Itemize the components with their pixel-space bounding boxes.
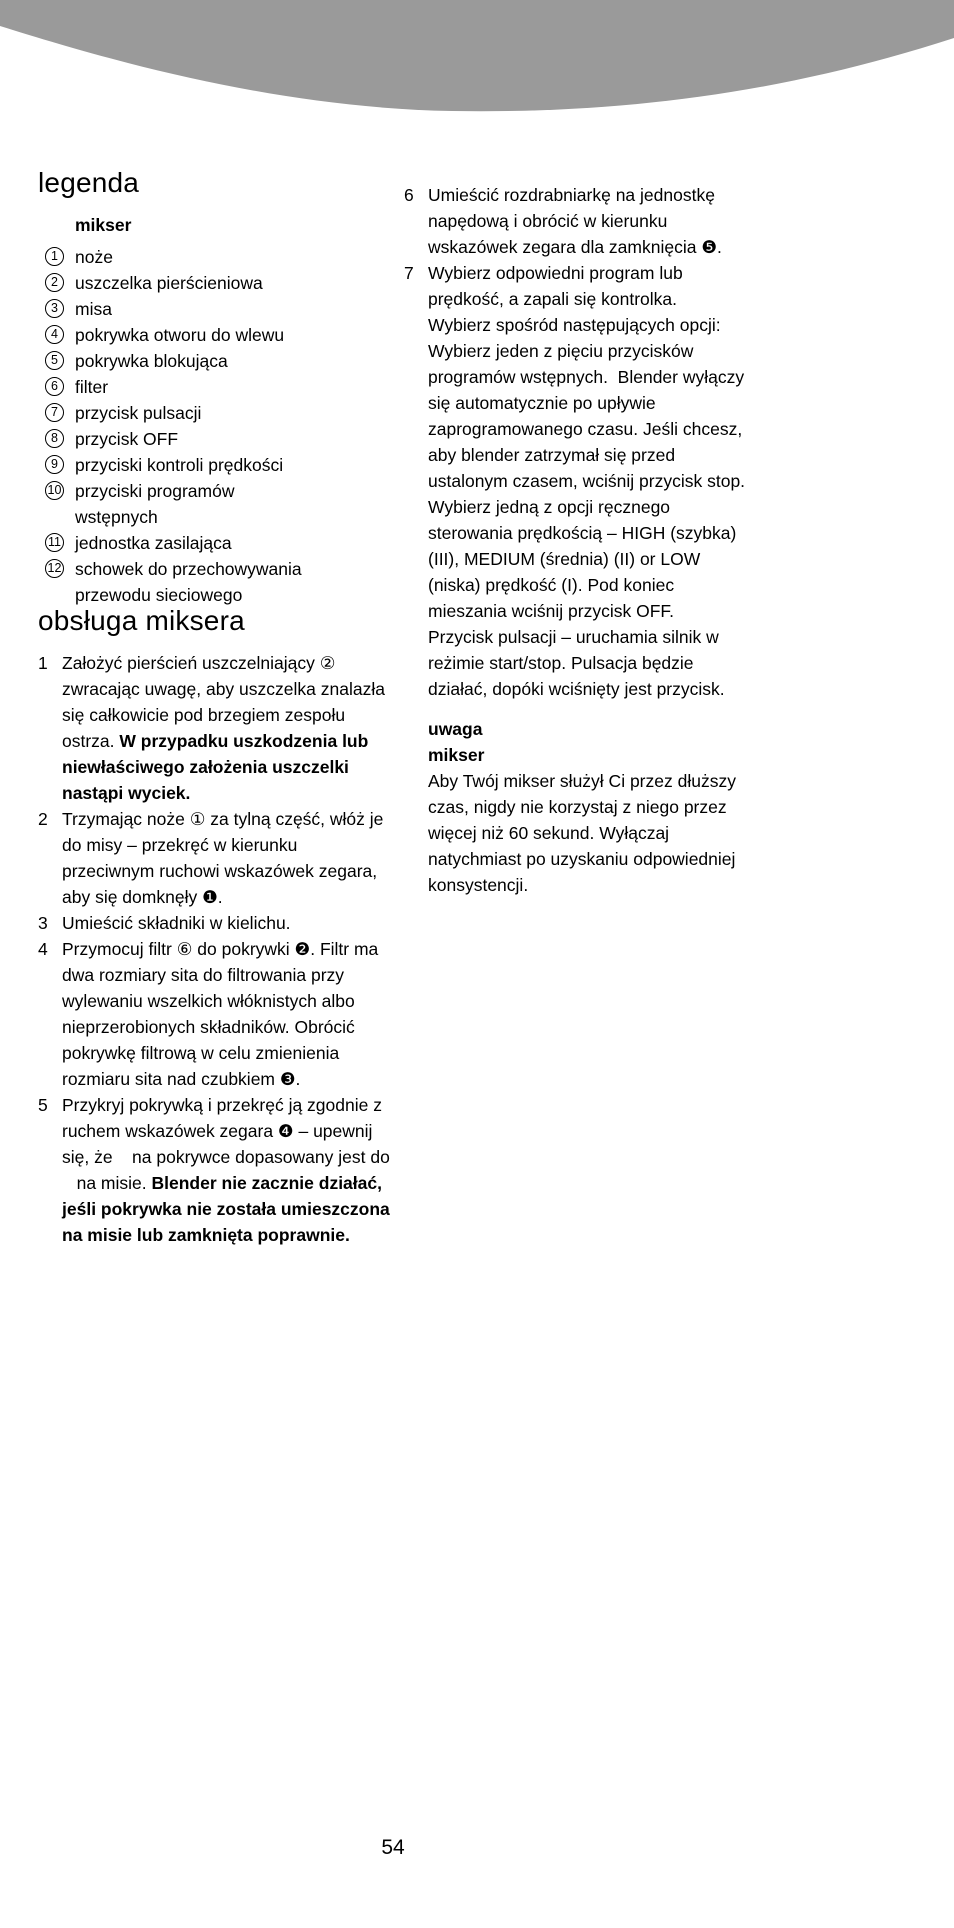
legend-item-number: 9 <box>45 455 64 474</box>
legend-item-label: noże <box>75 247 113 267</box>
step-item <box>404 182 748 260</box>
usage-title: obsługa miksera <box>38 605 245 636</box>
legend-item-number: 8 <box>45 429 64 448</box>
step-item <box>38 910 390 936</box>
step-item <box>38 936 390 1092</box>
step-item <box>38 1092 390 1248</box>
step-item <box>404 260 748 702</box>
legend-item <box>45 478 390 530</box>
legend-item <box>45 452 390 478</box>
legend-item-number: 10 <box>45 481 64 500</box>
legend-subtitle: mikser <box>75 215 132 235</box>
step-number: 7 <box>404 263 414 283</box>
step-paragraph: Wybierz odpowiedni program lub prędkość, a zapali się kontrolka. <box>428 263 683 309</box>
legend-item-label: schowek do przechowywania przewodu sieciowego <box>75 559 302 605</box>
step-paragraph: Wybierz jeden z pięciu przycisków programów wstępnych. Blender wyłączy się automatycznie po upływie zaprogramowanego czasu. Jeśli chcesz, aby blender zatrzymał się przed ustalonym czasem, wciśnij przycisk stop. <box>428 341 746 491</box>
legend-item <box>45 322 390 348</box>
legend-item-number: 1 <box>45 247 64 266</box>
step-number: 6 <box>404 185 414 205</box>
legend-item <box>45 374 390 400</box>
step-number: 4 <box>38 939 48 959</box>
legend-item-label: przyciski programów wstępnych <box>75 481 235 527</box>
legend-item-number: 3 <box>45 299 64 318</box>
usage-steps-left <box>38 650 390 1248</box>
legend-item <box>45 244 390 270</box>
step-text-normal: Założyć pierścień uszczelniający ② zwracając uwagę, aby uszczelka znalazła się całkowicie pod brzegiem zespołu ostrza. <box>62 653 385 751</box>
header-wave-shape <box>0 0 954 111</box>
legend-item <box>45 556 390 608</box>
note-heading-mikser: mikser <box>428 745 485 765</box>
step-item <box>38 806 390 910</box>
legend-item <box>45 348 390 374</box>
step-text <box>62 650 390 806</box>
legend-item <box>45 270 390 296</box>
step-text <box>428 260 748 702</box>
legend-item-label: przyciski kontroli prędkości <box>75 455 284 475</box>
usage-note <box>428 716 748 898</box>
legend-item-number: 4 <box>45 325 64 344</box>
note-heading-uwaga: uwaga <box>428 719 483 739</box>
legend-title: legenda <box>38 167 140 198</box>
step-text-bold: W przypadku uszkodzenia lub niewłaściwego założenia uszczelki nastąpi wyciek. <box>62 731 369 803</box>
legend-item-number: 2 <box>45 273 64 292</box>
legend-item-number: 12 <box>45 559 64 578</box>
header-wave <box>0 0 954 130</box>
column-left <box>38 167 390 1248</box>
step-text-normal: Przykryj pokrywką i przekręć ją zgodnie z ruchem wskazówek zegara ❹ – upewnij się, że na pokrywce dopasowany jest do na misie. <box>62 1095 390 1193</box>
step-number: 1 <box>38 653 48 673</box>
legend-item-label: przycisk OFF <box>75 429 179 449</box>
note-text: Aby Twój mikser służył Ci przez dłuższy czas, nigdy nie korzystaj z niego przez więcej niż 60 sekund. Wyłączaj natychmiast po uzyskaniu odpowiedniej konsystencji. <box>428 771 736 895</box>
legend-item <box>45 296 390 322</box>
legend-item-label: jednostka zasilająca <box>75 533 232 553</box>
legend-item <box>45 530 390 556</box>
legend-item-label: pokrywka blokująca <box>75 351 228 371</box>
step-paragraph: Wybierz jedną z opcji ręcznego sterowania prędkością – HIGH (szybka) (III), MEDIUM (średnia) (II) or LOW (niska) prędkość (I). Pod koniec mieszania wciśnij przycisk OFF. <box>428 497 737 621</box>
legend-item <box>45 400 390 426</box>
page-number: 54 <box>381 1836 405 1859</box>
step-text: Przymocuj filtr ⑥ do pokrywki ❷. Filtr ma dwa rozmiary sita do filtrowania przy wylewaniu wszelkich włóknistych albo nieprzerobionych składników. Obrócić pokrywkę filtrową w celu zmienienia rozmiaru sita nad czubkiem ❸. <box>62 939 379 1089</box>
legend-item-label: misa <box>75 299 112 319</box>
step-text-bold: Blender nie zacznie działać, jeśli pokrywka nie została umieszczona na misie lub zamknięta poprawnie. <box>62 1173 390 1245</box>
legend-item-label: uszczelka pierścieniowa <box>75 273 263 293</box>
usage-steps-right <box>404 182 748 702</box>
step-number: 2 <box>38 809 48 829</box>
step-text: Trzymając noże ① za tylną część, włóż je do misy – przekręć w kierunku przeciwnym ruchowi wskazówek zegara, aby się domknęły ❶. <box>62 809 384 907</box>
legend-item-number: 7 <box>45 403 64 422</box>
legend-item-number: 5 <box>45 351 64 370</box>
legend-list <box>38 244 390 608</box>
step-number: 5 <box>38 1095 48 1115</box>
step-paragraph: Wybierz spośród następujących opcji: <box>428 315 721 335</box>
legend-item-number: 6 <box>45 377 64 396</box>
legend-item-number: 11 <box>45 533 64 552</box>
step-text: Umieścić rozdrabniarkę na jednostkę napędową i obrócić w kierunku wskazówek zegara dla zamknięcia ❺. <box>428 185 722 257</box>
legend-item-label: filter <box>75 377 109 397</box>
step-text <box>62 1092 390 1248</box>
legend-item <box>45 426 390 452</box>
step-text: Umieścić składniki w kielichu. <box>62 913 291 933</box>
legend-item-label: pokrywka otworu do wlewu <box>75 325 285 345</box>
column-right <box>404 182 748 898</box>
step-paragraph: Przycisk pulsacji – uruchamia silnik w reżimie start/stop. Pulsacja będzie działać, dopóki wciśnięty jest przycisk. <box>428 627 725 699</box>
legend-item-label: przycisk pulsacji <box>75 403 202 423</box>
step-number: 3 <box>38 913 48 933</box>
step-item <box>38 650 390 806</box>
